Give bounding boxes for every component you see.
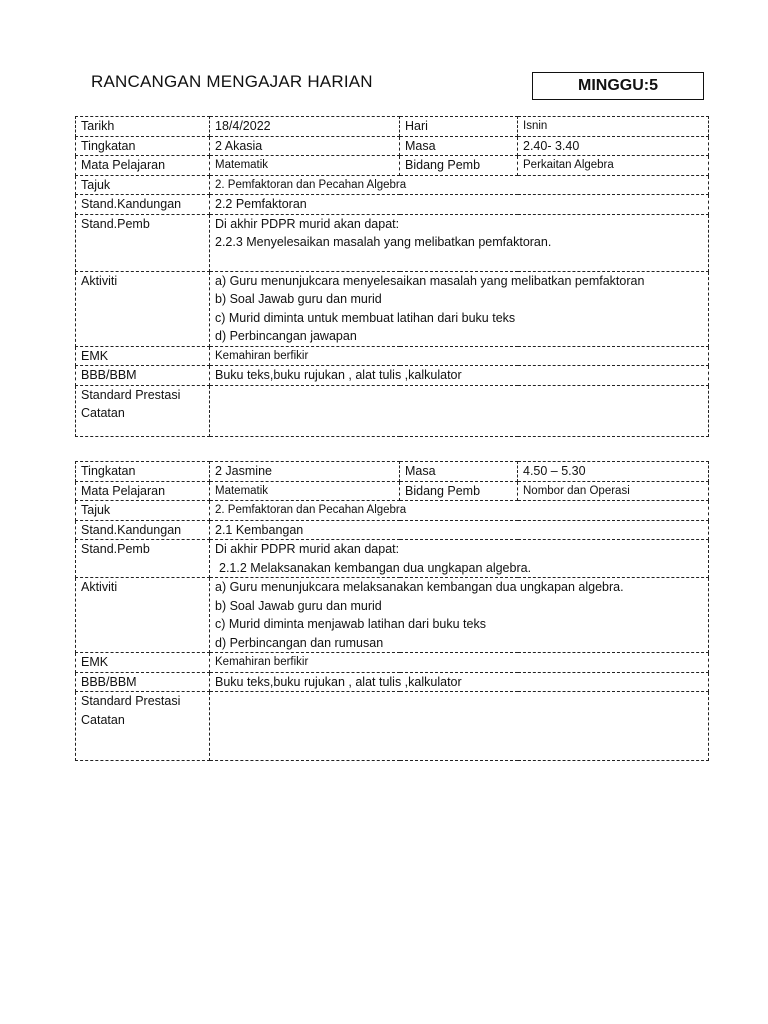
aktiviti-item: a) Guru menunjukcara melaksanakan kembangan dua ungkapan algebra. — [215, 580, 624, 594]
label-tarikh: Tarikh — [76, 117, 210, 137]
aktiviti-item: c) Murid diminta menjawab latihan dari buku teks — [215, 617, 486, 631]
label-aktiviti: Aktiviti — [76, 578, 210, 653]
row-mata-pelajaran — [76, 156, 709, 176]
stand-pemb-intro: Di akhir PDPR murid akan dapat: — [215, 542, 400, 556]
row-stand-pemb — [76, 214, 709, 271]
row-aktiviti — [76, 578, 709, 653]
row-tajuk — [76, 501, 709, 521]
lesson-plan-table-2 — [75, 461, 709, 761]
label-mata-pelajaran: Mata Pelajaran — [76, 156, 210, 176]
value-hari: Isnin — [518, 117, 709, 137]
row-stand-kandungan — [76, 520, 709, 540]
value-bidang-pemb: Perkaitan Algebra — [518, 156, 709, 176]
stand-pemb-intro: Di akhir PDPR murid akan dapat: — [215, 216, 400, 231]
label-stand-kandungan: Stand.Kandungan — [76, 195, 210, 215]
label-masa: Masa — [400, 136, 518, 156]
value-bbb: Buku teks,buku rujukan , alat tulis ,kalkulator — [210, 672, 709, 692]
lesson-plan-table-1 — [75, 116, 709, 437]
value-mata-pelajaran: Matematik — [210, 156, 400, 176]
catatan-label: Catatan — [81, 406, 125, 420]
aktiviti-item: c) Murid diminta untuk membuat latihan dari buku teks — [215, 310, 516, 325]
row-mata-pelajaran — [76, 481, 709, 501]
label-stand-kandungan: Stand.Kandungan — [76, 520, 210, 540]
row-emk — [76, 346, 709, 366]
label-emk: EMK — [76, 346, 210, 366]
label-emk: EMK — [76, 653, 210, 673]
value-bidang-pemb: Nombor dan Operasi — [518, 481, 709, 501]
value-tajuk: 2. Pemfaktoran dan Pecahan Algebra — [210, 501, 709, 521]
label-standard-prestasi — [76, 385, 210, 436]
row-emk — [76, 653, 709, 673]
value-emk: Kemahiran berfikir — [210, 653, 709, 673]
value-stand-kandungan: 2.2 Pemfaktoran — [210, 195, 709, 215]
label-bidang-pemb: Bidang Pemb — [400, 481, 518, 501]
page-title: RANCANGAN MENGAJAR HARIAN — [91, 72, 373, 91]
row-bbb — [76, 672, 709, 692]
standard-prestasi-label: Standard Prestasi — [81, 694, 181, 708]
label-hari: Hari — [400, 117, 518, 137]
value-stand-pemb — [210, 214, 709, 271]
value-tarikh: 18/4/2022 — [210, 117, 400, 137]
label-standard-prestasi — [76, 692, 210, 761]
value-masa: 4.50 – 5.30 — [518, 462, 709, 482]
row-tingkatan — [76, 462, 709, 482]
week-badge: MINGGU:5 — [532, 72, 704, 100]
label-bbb: BBB/BBM — [76, 366, 210, 386]
row-tingkatan — [76, 136, 709, 156]
value-standard-prestasi — [210, 692, 709, 761]
aktiviti-item: b) Soal Jawab guru dan murid — [215, 598, 382, 613]
standard-prestasi-label: Standard Prestasi — [81, 387, 181, 402]
stand-pemb-objective: 2.2.3 Menyelesaikan masalah yang melibatkan pemfaktoran. — [215, 235, 552, 249]
label-aktiviti: Aktiviti — [76, 271, 210, 346]
value-stand-pemb — [210, 540, 709, 578]
catatan-label: Catatan — [81, 712, 125, 727]
value-tingkatan: 2 Akasia — [210, 136, 400, 156]
value-standard-prestasi — [210, 385, 709, 436]
row-standard-prestasi — [76, 385, 709, 436]
label-bbb: BBB/BBM — [76, 672, 210, 692]
value-bbb: Buku teks,buku rujukan , alat tulis ,kalkulator — [210, 366, 709, 386]
label-masa: Masa — [400, 462, 518, 482]
label-tajuk: Tajuk — [76, 501, 210, 521]
row-tarikh — [76, 117, 709, 137]
label-stand-pemb: Stand.Pemb — [76, 540, 210, 578]
value-aktiviti — [210, 271, 709, 346]
aktiviti-item: b) Soal Jawab guru dan murid — [215, 292, 382, 306]
value-emk: Kemahiran berfikir — [210, 346, 709, 366]
value-tajuk: 2. Pemfaktoran dan Pecahan Algebra — [210, 175, 709, 195]
row-stand-pemb — [76, 540, 709, 578]
row-standard-prestasi — [76, 692, 709, 761]
row-tajuk — [76, 175, 709, 195]
label-mata-pelajaran: Mata Pelajaran — [76, 481, 210, 501]
row-bbb — [76, 366, 709, 386]
stand-pemb-objective: 2.1.2 Melaksanakan kembangan dua ungkapan algebra. — [219, 560, 532, 575]
label-tajuk: Tajuk — [76, 175, 210, 195]
row-stand-kandungan — [76, 195, 709, 215]
aktiviti-item: a) Guru menunjukcara menyelesaikan masalah yang melibatkan pemfaktoran — [215, 273, 645, 288]
label-bidang-pemb: Bidang Pemb — [400, 156, 518, 176]
value-tingkatan: 2 Jasmine — [210, 462, 400, 482]
label-tingkatan: Tingkatan — [76, 462, 210, 482]
aktiviti-item: d) Perbincangan jawapan — [215, 329, 357, 343]
value-aktiviti — [210, 578, 709, 653]
row-aktiviti — [76, 271, 709, 346]
label-tingkatan: Tingkatan — [76, 136, 210, 156]
value-mata-pelajaran: Matematik — [210, 481, 400, 501]
value-masa: 2.40- 3.40 — [518, 136, 709, 156]
label-stand-pemb: Stand.Pemb — [76, 214, 210, 271]
aktiviti-item: d) Perbincangan dan rumusan — [215, 635, 384, 650]
value-stand-kandungan: 2.1 Kembangan — [210, 520, 709, 540]
